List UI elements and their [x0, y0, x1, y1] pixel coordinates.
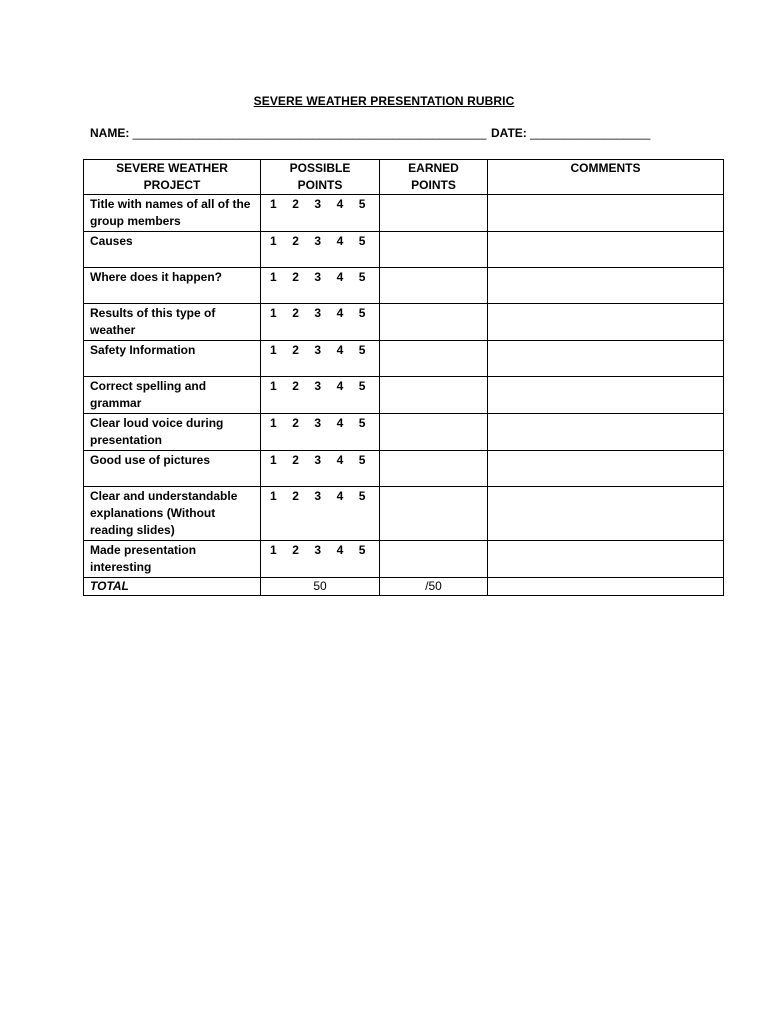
document-title: SEVERE WEATHER PRESENTATION RUBRIC — [253, 94, 515, 108]
scale-point-4[interactable]: 4 — [336, 379, 344, 393]
scale-point-5[interactable]: 5 — [358, 343, 366, 357]
scale-point-1[interactable]: 1 — [270, 453, 277, 467]
points-scale — [261, 377, 380, 414]
scale-point-4[interactable]: 4 — [336, 306, 344, 320]
name-blank[interactable]: _____________________________________________________ — [132, 126, 487, 140]
scale-point-3[interactable]: 3 — [314, 543, 322, 557]
comments-cell[interactable] — [488, 268, 724, 304]
criterion-cell: Title with names of all of the group members — [84, 195, 261, 232]
scale-point-1[interactable]: 1 — [270, 197, 277, 211]
scale-point-2[interactable]: 2 — [292, 489, 299, 503]
earned-cell[interactable] — [380, 377, 488, 414]
total-label: TOTAL — [84, 578, 261, 596]
scale-point-2[interactable]: 2 — [292, 453, 299, 467]
total-earned[interactable]: /50 — [380, 578, 488, 596]
scale-point-3[interactable]: 3 — [314, 416, 322, 430]
table-row — [84, 195, 724, 232]
criterion-cell: Clear loud voice during presentation — [84, 414, 261, 451]
table-row — [84, 451, 724, 487]
scale-point-4[interactable]: 4 — [336, 543, 344, 557]
scale-point-4[interactable]: 4 — [336, 453, 344, 467]
criterion-cell: Causes — [84, 232, 261, 268]
earned-cell[interactable] — [380, 232, 488, 268]
comments-cell[interactable] — [488, 232, 724, 268]
scale-point-3[interactable]: 3 — [314, 234, 322, 248]
scale-point-1[interactable]: 1 — [270, 306, 277, 320]
comments-cell[interactable] — [488, 304, 724, 341]
scale-point-4[interactable]: 4 — [336, 234, 344, 248]
header-possible-points: POSSIBLE POINTS — [261, 160, 380, 195]
scale-point-2[interactable]: 2 — [292, 197, 299, 211]
scale-point-4[interactable]: 4 — [336, 197, 344, 211]
scale-point-2[interactable]: 2 — [292, 234, 299, 248]
scale-point-5[interactable]: 5 — [358, 306, 366, 320]
comments-cell[interactable] — [488, 195, 724, 232]
scale-point-2[interactable]: 2 — [292, 270, 299, 284]
scale-point-3[interactable]: 3 — [314, 306, 322, 320]
scale-point-3[interactable]: 3 — [314, 489, 322, 503]
scale-point-3[interactable]: 3 — [314, 379, 322, 393]
earned-cell[interactable] — [380, 487, 488, 541]
scale-point-1[interactable]: 1 — [270, 343, 277, 357]
criterion-cell: Where does it happen? — [84, 268, 261, 304]
scale-point-2[interactable]: 2 — [292, 379, 299, 393]
scale-point-5[interactable]: 5 — [358, 197, 366, 211]
scale-point-3[interactable]: 3 — [314, 453, 322, 467]
earned-cell[interactable] — [380, 414, 488, 451]
scale-point-4[interactable]: 4 — [336, 489, 344, 503]
table-row — [84, 232, 724, 268]
name-label: NAME: — [90, 126, 130, 140]
comments-cell[interactable] — [488, 451, 724, 487]
criterion-cell: Safety Information — [84, 341, 261, 377]
points-scale — [261, 304, 380, 341]
header-comments: COMMENTS — [488, 160, 724, 195]
earned-cell[interactable] — [380, 268, 488, 304]
criterion-cell: Clear and understandable explanations (Without reading slides) — [84, 487, 261, 541]
total-possible: 50 — [261, 578, 380, 596]
earned-cell[interactable] — [380, 541, 488, 578]
rubric-table — [83, 159, 724, 596]
table-row — [84, 341, 724, 377]
scale-point-3[interactable]: 3 — [314, 270, 322, 284]
scale-point-2[interactable]: 2 — [292, 416, 299, 430]
criterion-cell: Results of this type of weather — [84, 304, 261, 341]
scale-point-5[interactable]: 5 — [358, 234, 366, 248]
comments-cell[interactable] — [488, 341, 724, 377]
scale-point-1[interactable]: 1 — [270, 379, 277, 393]
date-line — [491, 126, 650, 140]
points-scale — [261, 268, 380, 304]
scale-point-1[interactable]: 1 — [270, 416, 277, 430]
scale-point-3[interactable]: 3 — [314, 343, 322, 357]
scale-point-1[interactable]: 1 — [270, 270, 277, 284]
points-scale — [261, 451, 380, 487]
scale-point-5[interactable]: 5 — [358, 453, 366, 467]
table-row — [84, 541, 724, 578]
header-earned-points: EARNED POINTS — [380, 160, 488, 195]
points-scale — [261, 195, 380, 232]
scale-point-3[interactable]: 3 — [314, 197, 322, 211]
scale-point-5[interactable]: 5 — [358, 489, 366, 503]
date-blank[interactable]: __________________ — [530, 126, 651, 140]
table-row — [84, 377, 724, 414]
header-project: SEVERE WEATHER PROJECT — [84, 160, 261, 195]
scale-point-2[interactable]: 2 — [292, 343, 299, 357]
scale-point-1[interactable]: 1 — [270, 543, 277, 557]
name-line — [90, 126, 486, 140]
total-row — [84, 578, 724, 596]
points-scale — [261, 541, 380, 578]
total-comments[interactable] — [488, 578, 724, 596]
points-scale — [261, 341, 380, 377]
points-scale — [261, 487, 380, 541]
scale-point-4[interactable]: 4 — [336, 270, 344, 284]
scale-point-1[interactable]: 1 — [270, 489, 277, 503]
scale-point-5[interactable]: 5 — [358, 416, 366, 430]
earned-cell[interactable] — [380, 195, 488, 232]
scale-point-5[interactable]: 5 — [358, 379, 366, 393]
criterion-cell: Correct spelling and grammar — [84, 377, 261, 414]
scale-point-2[interactable]: 2 — [292, 306, 299, 320]
scale-point-4[interactable]: 4 — [336, 343, 344, 357]
earned-cell[interactable] — [380, 341, 488, 377]
table-row — [84, 487, 724, 541]
criterion-cell: Made presentation interesting — [84, 541, 261, 578]
table-row — [84, 304, 724, 341]
table-row — [84, 414, 724, 451]
scale-point-5[interactable]: 5 — [358, 543, 366, 557]
criterion-cell: Good use of pictures — [84, 451, 261, 487]
comments-cell[interactable] — [488, 377, 724, 414]
date-label: DATE: — [491, 126, 527, 140]
comments-cell[interactable] — [488, 487, 724, 541]
points-scale — [261, 232, 380, 268]
earned-cell[interactable] — [380, 451, 488, 487]
rubric-body — [84, 195, 724, 596]
table-row — [84, 268, 724, 304]
earned-cell[interactable] — [380, 304, 488, 341]
table-header-row — [84, 160, 724, 195]
scale-point-2[interactable]: 2 — [292, 543, 299, 557]
points-scale — [261, 414, 380, 451]
scale-point-1[interactable]: 1 — [270, 234, 277, 248]
comments-cell[interactable] — [488, 541, 724, 578]
scale-point-4[interactable]: 4 — [336, 416, 344, 430]
scale-point-5[interactable]: 5 — [358, 270, 366, 284]
comments-cell[interactable] — [488, 414, 724, 451]
